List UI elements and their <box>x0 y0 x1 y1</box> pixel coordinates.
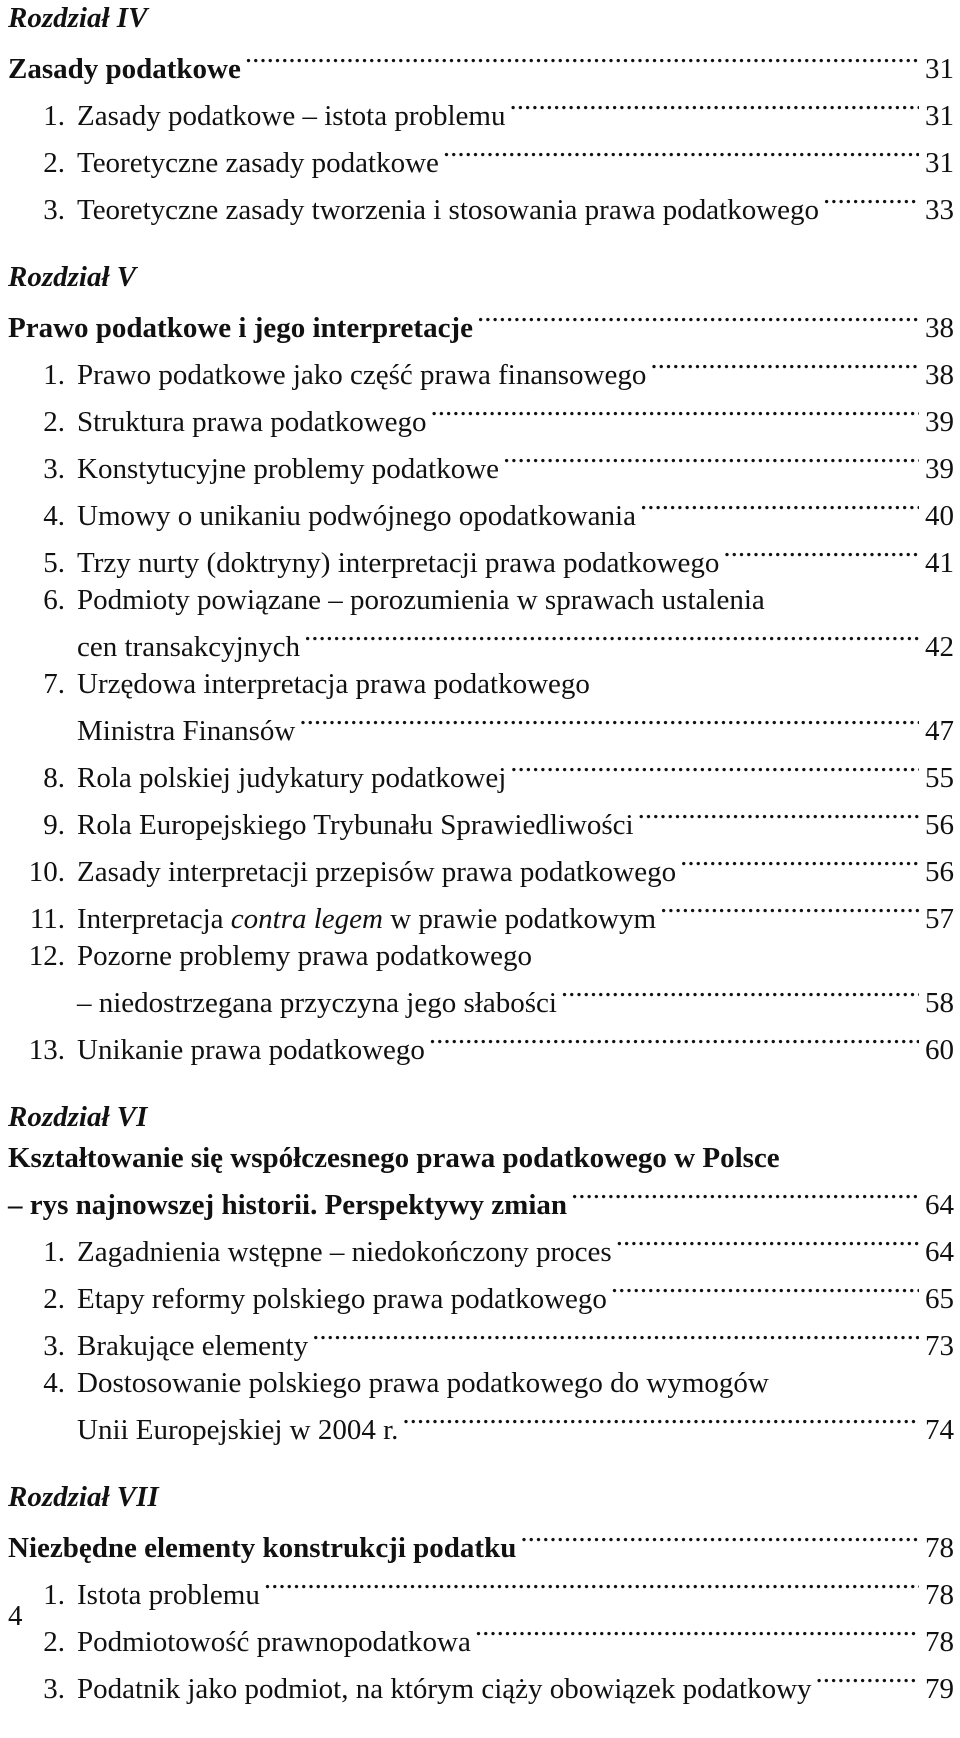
page-number: 4 <box>8 1600 23 1632</box>
dot-leader <box>823 182 919 219</box>
chapter-title: Niezbędne elementy konstrukcji podatku <box>8 1532 517 1564</box>
page-ref: 78 <box>925 1579 954 1611</box>
chapter-title-row <box>8 1520 954 1567</box>
page-ref: 38 <box>925 312 954 344</box>
chapter-title: Prawo podatkowe i jego interpretacje <box>8 312 473 344</box>
page-ref: 57 <box>925 903 954 935</box>
dot-leader <box>431 394 919 431</box>
dot-leader <box>650 347 919 384</box>
page-ref: 64 <box>925 1189 954 1221</box>
entry-number: 8. <box>43 762 65 794</box>
entry-title: Trzy nurty (doktryny) interpretacji prawa podatkowego <box>77 547 720 579</box>
page-ref: 56 <box>925 809 954 841</box>
toc-entry <box>8 975 954 1022</box>
toc-entry <box>8 394 954 441</box>
chapter-label: Rozdział VI <box>8 1101 148 1133</box>
chapter-section <box>8 0 954 229</box>
toc-entry <box>8 703 954 750</box>
page-ref: 58 <box>925 987 954 1019</box>
dot-leader <box>638 797 919 834</box>
toc-entry <box>8 441 954 488</box>
entry-number: 13. <box>28 1034 65 1066</box>
toc-entry <box>8 1402 954 1449</box>
page-ref: 74 <box>925 1414 954 1446</box>
dot-leader <box>509 88 919 125</box>
entry-number: 6. <box>43 584 65 616</box>
toc-entry <box>8 1271 954 1318</box>
entry-title-italic: contra legem <box>230 903 383 935</box>
entry-title: – niedostrzegana przyczyna jego słabości <box>77 987 557 1019</box>
entry-title: Podatnik jako podmiot, na którym ciąży obowiązek podatkowy <box>77 1673 812 1705</box>
toc-entry <box>8 1022 954 1069</box>
entry-number: 1. <box>43 100 65 132</box>
page-ref: 55 <box>925 762 954 794</box>
dot-leader <box>520 1520 919 1557</box>
toc-entry <box>8 182 954 229</box>
toc-entry <box>8 619 954 666</box>
dot-leader <box>245 41 919 78</box>
dot-leader <box>304 619 919 656</box>
page-ref: 79 <box>925 1673 954 1705</box>
entry-title: Istota problemu <box>77 1579 260 1611</box>
chapter-title: – rys najnowszej historii. Perspektywy zmian <box>8 1189 568 1221</box>
entry-title-part: Interpretacja <box>77 903 231 935</box>
dot-leader <box>299 703 919 740</box>
page-ref: 38 <box>925 359 954 391</box>
dot-leader <box>475 1614 919 1651</box>
entry-title-line: Urzędowa interpretacja prawa podatkowego <box>77 668 590 700</box>
entry-number: 10. <box>28 856 65 888</box>
entry-number: 5. <box>43 547 65 579</box>
page-ref: 31 <box>925 53 954 85</box>
toc-entry <box>8 535 954 582</box>
page-ref: 31 <box>925 147 954 179</box>
entry-title: Teoretyczne zasady podatkowe <box>77 147 439 179</box>
chapter-section <box>8 259 954 1069</box>
page-ref: 42 <box>925 631 954 663</box>
dot-leader <box>443 135 919 172</box>
entry-number: 2. <box>43 1283 65 1315</box>
entry-number: 1. <box>43 1579 65 1611</box>
dot-leader <box>816 1661 919 1698</box>
page-ref: 47 <box>925 715 954 747</box>
chapter-label: Rozdział V <box>8 261 137 293</box>
entry-title: Rola polskiej judykatury podatkowej <box>77 762 507 794</box>
entry-number: 3. <box>43 194 65 226</box>
toc-entry <box>8 488 954 535</box>
toc-entry <box>8 844 954 891</box>
dot-leader <box>611 1271 919 1308</box>
entry-number: 1. <box>43 359 65 391</box>
page-ref: 78 <box>925 1532 954 1564</box>
chapter-title-line: Kształtowanie się współczesnego prawa podatkowego w Polsce <box>8 1142 780 1174</box>
entry-title: Brakujące elementy <box>77 1330 309 1362</box>
dot-leader <box>402 1402 919 1439</box>
dot-leader <box>561 975 919 1012</box>
entry-title: Struktura prawa podatkowego <box>77 406 427 438</box>
entry-title: Unii Europejskiej w 2004 r. <box>77 1414 399 1446</box>
dot-leader <box>680 844 919 881</box>
toc-entry <box>8 1318 954 1365</box>
toc-entry <box>8 88 954 135</box>
dot-leader <box>616 1224 919 1261</box>
entry-title: Ministra Finansów <box>77 715 296 747</box>
dot-leader <box>510 750 919 787</box>
entry-title: Konstytucyjne problemy podatkowe <box>77 453 500 485</box>
entry-number: 3. <box>43 453 65 485</box>
chapter-label: Rozdział VII <box>8 1481 159 1513</box>
page-ref: 40 <box>925 500 954 532</box>
dot-leader <box>429 1022 919 1059</box>
chapter-title-row <box>8 41 954 88</box>
toc-entry <box>8 1614 954 1661</box>
dot-leader <box>660 891 919 928</box>
entry-number: 2. <box>43 1626 65 1658</box>
dot-leader <box>264 1567 919 1604</box>
page-ref: 31 <box>925 100 954 132</box>
toc-entry-line <box>8 666 954 703</box>
toc-entry-line <box>8 1365 954 1402</box>
entry-title: Podmiotowość prawnopodatkowa <box>77 1626 471 1658</box>
entry-number: 7. <box>43 668 65 700</box>
chapter-label: Rozdział IV <box>8 2 148 34</box>
toc-entry <box>8 1567 954 1614</box>
dot-leader <box>640 488 919 525</box>
page-ref: 33 <box>925 194 954 226</box>
toc-entry <box>8 797 954 844</box>
page-ref: 73 <box>925 1330 954 1362</box>
entry-number: 2. <box>43 406 65 438</box>
page-ref: 64 <box>925 1236 954 1268</box>
toc-entry <box>8 135 954 182</box>
entry-number: 1. <box>43 1236 65 1268</box>
entry-title: Prawo podatkowe jako część prawa finansowego <box>77 359 647 391</box>
entry-title: Etapy reformy polskiego prawa podatkowego <box>77 1283 607 1315</box>
chapter-title-row <box>8 1177 954 1224</box>
page-ref: 65 <box>925 1283 954 1315</box>
entry-number: 2. <box>43 147 65 179</box>
entry-title: Zasady interpretacji przepisów prawa podatkowego <box>77 856 677 888</box>
entry-title: Rola Europejskiego Trybunału Sprawiedliwości <box>77 809 634 841</box>
entry-title <box>77 901 656 938</box>
entry-title: Zagadnienia wstępne – niedokończony proces <box>77 1236 612 1268</box>
toc-entry-line <box>8 938 954 975</box>
page-ref: 39 <box>925 453 954 485</box>
entry-number: 12. <box>28 940 65 972</box>
chapter-title-row <box>8 300 954 347</box>
page-ref: 78 <box>925 1626 954 1658</box>
entry-title-line: Podmioty powiązane – porozumienia w sprawach ustalenia <box>77 584 765 616</box>
toc-entry-line <box>8 582 954 619</box>
entry-number: 11. <box>29 903 65 935</box>
entry-number: 3. <box>43 1673 65 1705</box>
chapter-section <box>8 1099 954 1449</box>
page-ref: 39 <box>925 406 954 438</box>
toc-entry <box>8 1661 954 1708</box>
entry-title: Unikanie prawa podatkowego <box>77 1034 425 1066</box>
entry-title: Teoretyczne zasady tworzenia i stosowania prawa podatkowego <box>77 194 820 226</box>
entry-number: 4. <box>43 500 65 532</box>
entry-title-part: w prawie podatkowym <box>382 903 657 935</box>
dot-leader <box>503 441 919 478</box>
page-ref: 56 <box>925 856 954 888</box>
page-ref: 60 <box>925 1034 954 1066</box>
chapter-section <box>8 1479 954 1708</box>
entry-number: 9. <box>43 809 65 841</box>
table-of-contents <box>8 0 954 1738</box>
toc-entry <box>8 891 954 938</box>
entry-number: 3. <box>43 1330 65 1362</box>
chapter-title: Zasady podatkowe <box>8 53 241 85</box>
toc-entry <box>8 347 954 394</box>
entry-title-line: Dostosowanie polskiego prawa podatkowego do wymogów <box>77 1367 769 1399</box>
entry-title: Umowy o unikaniu podwójnego opodatkowania <box>77 500 636 532</box>
dot-leader <box>723 535 919 572</box>
entry-title: Zasady podatkowe – istota problemu <box>77 100 506 132</box>
dot-leader <box>477 300 919 337</box>
dot-leader <box>571 1177 919 1214</box>
entry-title-line: Pozorne problemy prawa podatkowego <box>77 940 533 972</box>
toc-entry <box>8 1224 954 1271</box>
page-ref: 41 <box>925 547 954 579</box>
entry-number: 4. <box>43 1367 65 1399</box>
dot-leader <box>312 1318 919 1355</box>
entry-title: cen transakcyjnych <box>77 631 301 663</box>
toc-entry <box>8 750 954 797</box>
